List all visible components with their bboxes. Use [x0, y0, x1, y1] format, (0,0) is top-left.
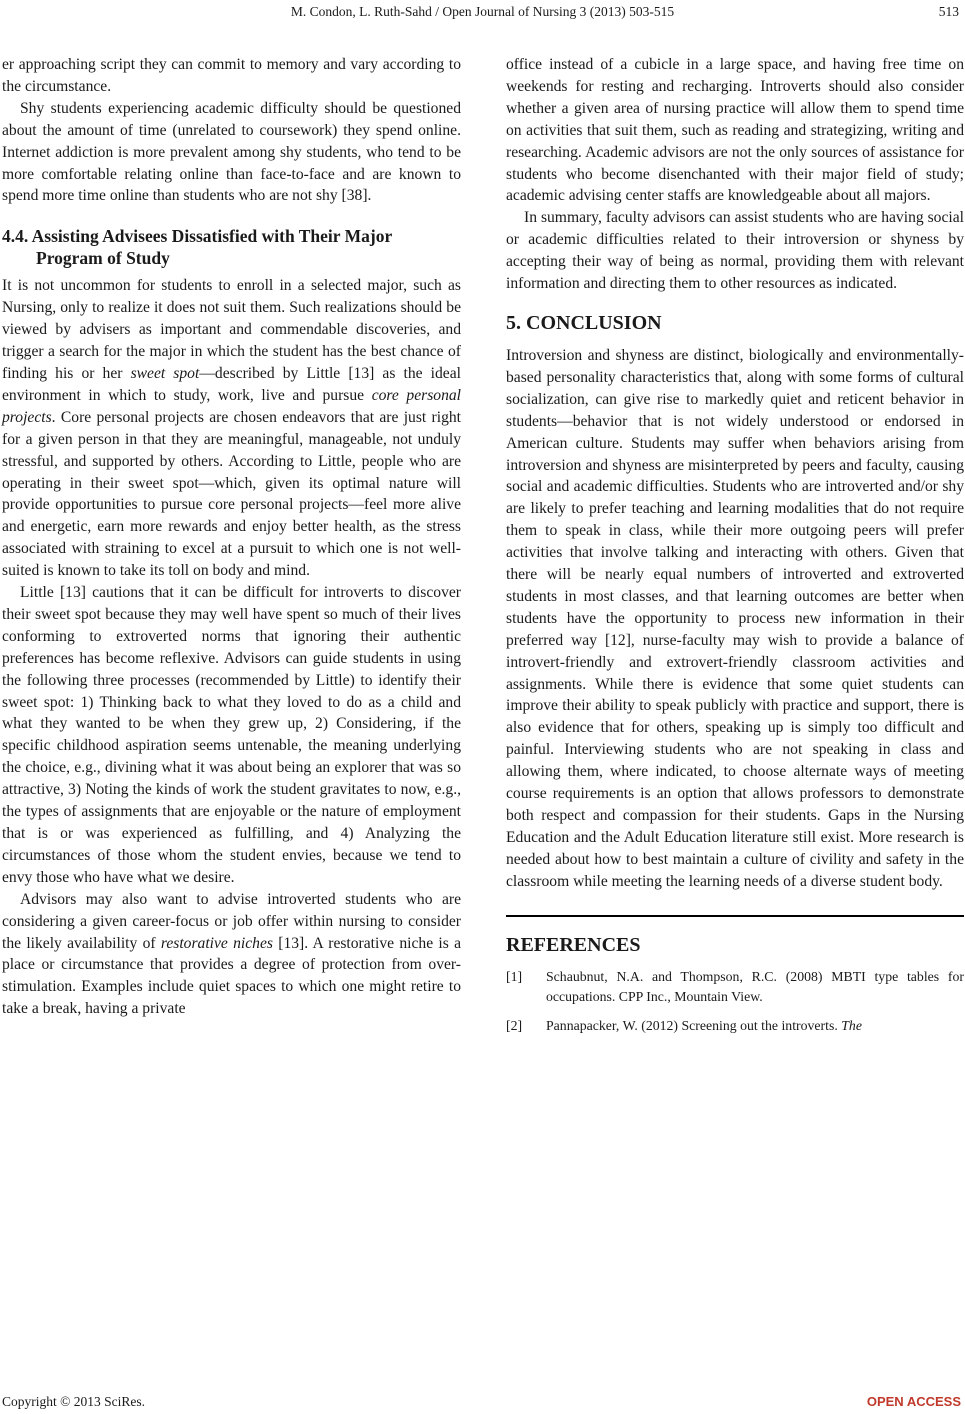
paragraph: er approaching script they can commit to memory and vary according to the circumstance. — [2, 56, 461, 95]
reference-text: Pannapacker, W. (2012) Screening out the introverts. The — [546, 1017, 862, 1033]
page-number: 513 — [938, 4, 959, 19]
references-heading: REFERENCES — [506, 933, 641, 956]
paragraph: It is not uncommon for students to enroll in a selected major, such as Nursing, only to realize it does not suit them. Such realizations should be viewed by advisers as important and commendable discoveries, and trigger a search for the major in which the student has the best chance of finding his or her sweet spot—described by Little [13] as the ideal environment in which to study, work, live and pursue core personal projects. Core personal projects are chosen endeavors that are just right for a given person in that they are meaningful, manageable, not unduly stressful, and supported by others. According to Little, people who are operating in their sweet spot—which, given its optimal nature will provide opportunities to pursue core personal projects—feel more alive and energetic, earn more rewards and enjoy better health, as the stress associated with straining to excel at a pursuit to which one is not well-suited is known to take its toll on body and mind. — [2, 277, 461, 580]
reference-text: Schaubnut, N.A. and Thompson, R.C. (2008) MBTI type tables for occupations. CPP Inc., Mountain View. — [546, 968, 964, 1004]
page-header — [0, 2, 965, 26]
paragraph: Introversion and shyness are distinct, biologically and environmentally-based personality characteristics that, along with some forms of cultural socialization, can give rise to markedly quiet and reticent behavior in students—behavior that is not widely understood or endorsed in American culture. Students may suffer when behaviors arising from introversion and shyness are misinterpreted by peers and faculty, causing social and academic difficulties. Students who are introverted and/or shy are likely to prefer teaching and learning modalities that do not require them to speak in class, while their more outgoing peers will prefer activities that involve talking and interacting with others. Given that there will be nearly equal numbers of introverted and extroverted students in most classes, and that learning outcomes are better when students have the opportunity to process new information in their preferred way [12], nurse-faculty may wish to provide a balance of introvert-friendly and extrovert-friendly classroom activities and assignments. While there is evidence that some quiet students can improve their ability to speak publicly with practice and support, there is also evidence that for others, speaking up is simply too difficult and painful. Interviewing students who are not speaking in class and allowing them, where indicated, to choose alternate ways of meeting course requirements is an option that allows professors to demonstrate both respect and compassion for their students. Gaps in the Nursing Education and the Adult Education literature still exist. More research is needed about how to best maintain a culture of civility and safety in the classroom while meeting the learning needs of a diverse student body. — [506, 346, 964, 890]
emphasis: sweet spot — [130, 364, 200, 382]
section-heading-conclusion: 5. CONCLUSION — [506, 311, 662, 334]
paragraph: In summary, faculty advisors can assist students who are having social or academic difficulties related to their introversion or shyness by accepting their way of being as normal, providing them with relevant information and directing them to other resources as indicated. — [506, 209, 964, 293]
paragraph: Shy students experiencing academic difficulty should be questioned about the amount of time (unrelated to coursework) they spend online. Internet addiction is more prevalent among shy students, who tend to be more comfortable relating online than face-to-face and are known to spend more time online than students who are not shy [38]. — [2, 99, 461, 205]
right-column — [506, 54, 964, 1045]
left-column — [2, 54, 461, 1020]
open-access-label: OPEN ACCESS — [866, 1394, 961, 1409]
running-title: M. Condon, L. Ruth-Sahd / Open Journal of Nursing 3 (2013) 503-515 — [290, 4, 675, 19]
section-heading-4-4: 4.4. Assisting Advisees Dissatisfied with Their Major Program of Study — [2, 226, 392, 269]
paragraph: Advisors may also want to advise introverted students who are considering a given career-focus or job offer within nursing to consider the likely availability of restorative niches [13]. A restorative niche is a place or circumstance that provides a degree of protection from over-stimulation. Examples include quiet spaces to which one might retire to take a break, having a private — [2, 890, 462, 1018]
divider — [506, 915, 964, 917]
reference-item — [506, 1016, 964, 1036]
emphasis: core personal projects — [2, 386, 461, 426]
emphasis: restorative niches — [160, 934, 273, 952]
reference-number: [2] — [506, 1017, 523, 1033]
paragraph: office instead of a cubicle in a large space, and having free time on weekends for resting and recharging. Introverts should also consider whether a given area of nursing practice will allow them to spend time on activities that suit them, such as reading and strategizing, writing and researching. Academic advisors are not the only sources of assistance for students who become disenchanted with their major field of study; academic advising center staffs are knowledgeable about all majors. — [506, 56, 964, 205]
reference-number: [1] — [506, 968, 523, 984]
reference-item — [506, 967, 964, 1007]
copyright: Copyright © 2013 SciRes. — [2, 1394, 146, 1409]
paragraph: Little [13] cautions that it can be difficult for introverts to discover their sweet spot because they may well have spent so much of their lives conforming to extroverted norms that ignoring their authentic preferences has become reflexive. Advisors can guide students in using the following three processes (recommended by Little) to identify their sweet spot: 1) Thinking back to what they loved to do as a child and what they wanted to be when they grew up, 2) Considering, if the specific childhood aspiration seems untenable, the meaning underlying the choice, e.g., divining what it was about being an explorer that was so attractive, 3) Noting the kinds of work the student gravitates to now, e.g., the types of assignments that are enjoyable or the nature of employment that is or was experienced as fulfilling, and 4) Analyzing the circumstances of those whom the student envies, because we tend to envy those who have what we desire. — [2, 584, 461, 886]
